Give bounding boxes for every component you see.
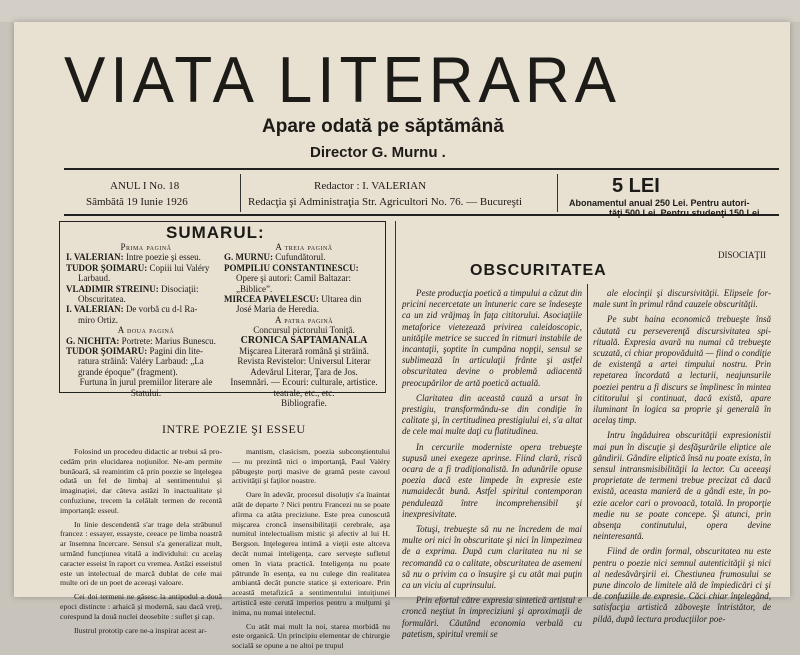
column-divider-2 <box>587 284 588 597</box>
sumarul-line: Opere şi autori: Camil Baltazar: <box>236 273 351 284</box>
paragraph: In linie descendentă s'ar trage dela străbunul francez : essayer, essayste, ceeace pe limba noastră ar însemna încercare. Sensul s'a generalizat mult, urmând funcţiunea vitală a individului: cu acelaş caracter esseist în raport cu vremea. Astăzi esseistul este un intelectual de marcă dublat de cele mai multe ori de un poet de aceeaşi valoare. <box>60 519 222 588</box>
sumarul-line: Furtuna în jurul premiilor literare ale <box>79 377 213 388</box>
column-divider <box>395 221 396 597</box>
sumarul-line: Larbaud. <box>78 273 111 284</box>
subscription-line-1: Abonamentul anual 250 Lei. Pentru autori- <box>569 198 750 208</box>
sumarul-line: Bibliografie. <box>281 398 327 409</box>
sumarul-line: Concursul pictorului Toniţă. <box>253 325 355 336</box>
sumarul-author: I. VALERIAN: <box>66 252 124 263</box>
sumarul-column-2 <box>224 242 384 409</box>
sumarul-entry <box>66 304 226 314</box>
paragraph: Folosind un procedeu didactic ar trebui să procedăm prin elucidarea noţiunilor. Ne-am permite bunăoară, să reamintim că prin poezie se înţelegea odată un fel de limbaj al sentimentului şi imaginaţiei, dar câteva astăzi în inactualitate şi confuziune, trecem la celălalt termen de recentă importanţă: esseul. <box>60 447 222 515</box>
sumarul-line: miro Ortiz. <box>78 314 118 325</box>
sumarul-entry <box>224 263 384 273</box>
editor-name: Redactor : I. VALERIAN <box>314 180 427 192</box>
sumarul-title: SUMARUL: <box>166 223 265 242</box>
issue-date: Sâmbătă 19 Iunie 1926 <box>86 196 188 208</box>
sumarul-entry-text: Disociaţii: <box>158 283 199 294</box>
sumarul-author: POMPILIU CONSTANTINESCU: <box>224 262 359 273</box>
sumarul-line: Statului. <box>130 387 162 398</box>
sumarul-entry <box>66 346 226 356</box>
sumarul-page-heading: A doua pagină <box>117 325 175 336</box>
paragraph: Prin efortul către expresia sintetică artistul e croncă neştiut în impreciziuni şi aproximaţii de formulări. Căutând economia verbală cu patetism, spiritul vremii se <box>402 595 582 639</box>
paragraph: Peste producţia poetică a timpului a căzut din pricini necercetate un întuneric care se îndeseşte ca un zid vrăjmaş în faţa cititorului. Asociaţiile metaforice vietezează privirea caleidoscopic, unităţile metrice se succed în ritmuri instabile de incantaţii, şoptite în cumpăna nopţii, sensul se sublimează în articulaţii frânte şi astfel obscuritatea devine o problemă adiacentă preocupărilor de artă poetică actuală. <box>402 288 582 388</box>
sumarul-entry-text: Ultarea din <box>318 294 362 305</box>
paragraph: Intru îngăduirea obscurităţii expresionistii mai pun în discuţie şi desfăşurările eliptice ale gândirii. Gândire eliptică însă nu poate exista, în sensul intransmisibilităţii la lector. Cu aceeaşi proprietate de termeni trebue precizat că dacă există, aceasta manieră de a gândi este, în poezie acelor cari o provoacă, totală. In proporţie medie nu se poate concepe. Şi atunci, prin absenţa continutului, opera devine neinteresantă. <box>593 430 771 542</box>
sumarul-author: MIRCEA PAVELESCU: <box>224 294 319 305</box>
newspaper-page <box>14 22 790 651</box>
sumarul-entry-text: Cufundătorul. <box>273 252 326 263</box>
paragraph: Ilustrul prototip care ne-a inspirat acest ar- <box>74 625 207 635</box>
sumarul-page-heading: A treia pagină <box>275 242 333 252</box>
article-title-obscuritatea: OBSCURITATEA <box>470 262 607 279</box>
background-edge <box>0 0 800 22</box>
price: 5 LEI <box>612 175 660 197</box>
obscuritatea-column-1 <box>402 288 582 644</box>
sumarul-line: Adevărul Literar, Ţara de Jos. <box>250 366 358 377</box>
paragraph: In cercurile moderniste opera trebueşte supusă unei exegeze aprinse. Fiind clară, riscă ocara de a fi tradiţionalistă. In adunările opuse poezia dacă este limpede în expresie este numaidecât bună. Astfel spiritul contemporan pendulează între incomprehensibil şi inexpresivitate. <box>402 441 582 519</box>
obscuritatea-column-2 <box>593 288 771 629</box>
sumarul-author: I. VALERIAN: <box>66 304 124 315</box>
sumarul-page-heading: A patra pagină <box>274 314 334 325</box>
subscription-line-2: tăţi 500 Lei. Pentru studenţi 150 Lei <box>609 208 760 218</box>
paragraph: Oare în adevăr, procesul disoluţiv s'a înaintat atât de departe ? Nici pentru Francezi nu se poate afirma ca atâta preciziune. Este prea cunoscută mişcarea croncă insensibilitaţii cerebrale, aşa numitul intelectualism mistic şi afectiv al lui H. Bergson. Inţelegerea intimă a vieţii este altceva decât numai inteligenţa, care serveşte sufletul omen în viata practică. Inteligenţa nu poate pătrunde în esenţa, ea nu culege din realitatea ambiantă decât puncte statice şi exterioare. Prin această metafizică a sentimentului intuiţiunei artistică este cerută imperios pentru a mulţumi şi inima, nu numai intelectul. <box>232 490 390 617</box>
intre-poezie-column-2 <box>232 447 390 655</box>
sumarul-author: TUDOR ŞOIMARU: <box>66 262 148 273</box>
sumarul-line: „Biblice”. <box>236 283 273 294</box>
paragraph: Cei doi termeni ne găsesc la antipodul a două epoci distincte : arhaică şi modernă, sau dacă vreţi, corespund la două nuclei deosebite : suflet şi cap. <box>60 592 222 621</box>
paragraph: Cu atât mai mult la noi, starea morbidă nu este organică. Un principiu elementar de chirurgie socială se opune a ne altoi pe trupul <box>232 621 390 651</box>
sumarul-line: ratura străină: Valéry Larbaud: „La <box>78 356 204 367</box>
masthead-director: Director G. Murnu . <box>310 144 446 161</box>
paragraph: Claritatea din această cauză a ursat în prestigiu, transformându-se din condiţie în calitate şi, în certitudinea prestigiului ei, s'a altat de cele mai multe daţi cu flatitudinea. <box>402 392 582 437</box>
sumarul-line: Mişcarea Literară română şi străină. <box>239 346 369 357</box>
sumarul-section-heading: CRONICA SAPTAMANALA <box>240 334 368 346</box>
sumarul-column-1 <box>66 242 226 398</box>
intre-poezie-column-1 <box>60 447 222 639</box>
paragraph: Pe subt haina economică trebueşte însă căutată cu perseverenţă discursivitatea spirituală. Expresia avară nu numai că trebueşte scuzată, ci chiar propovăduită — fiind o condiţie de existenţă a artei timpului nostru. Prin repetarea încordată a lecturii, neajunsurile poeziei pentru a fi discurs se împlinesc în mintea cititorului şi continuat, dacă există, apare iluminant în logica sa proprie şi generală în acelaş timp. <box>593 314 771 426</box>
sumarul-entry <box>66 336 226 346</box>
subscription-info <box>569 198 789 218</box>
sumarul-entry <box>66 252 226 262</box>
sumarul-entry-text: Intre poezie şi esseu. <box>123 252 201 263</box>
sumarul-entry <box>66 263 226 273</box>
sumarul-entry-text: Portrete: Marius Bunescu. <box>119 335 216 346</box>
rule-top <box>64 168 779 170</box>
sumarul-entry-text: Copiii lui Valéry <box>147 262 210 273</box>
sumarul-author: VLADIMIR STREINU: <box>66 283 159 294</box>
sumarul-page-heading: Prima pagină <box>120 242 172 252</box>
paragraph: Fiind de ordin formal, obscuritatea nu este pentru o poezie nici semnul autenticităţii şi nici al nedesăvârşirii ei. Chestiunea frumosului se pune dincolo de limitele ală de împiedicări ci şi de confuziile de expresie. Căci chiar înţelegând, satisfacţia artistică zăboveşte întristător, de pildă, după lectura producţiilor poe- <box>593 546 771 624</box>
sumarul-entry-text: De vorbă cu d-l Ra- <box>123 304 198 315</box>
sumarul-author: TUDOR ŞOIMARU: <box>66 346 148 357</box>
article-title-intre-poezie: INTRE POEZIE ŞI ESSEU <box>162 422 306 436</box>
sumarul-line: grande époque” (fragment). <box>78 366 178 377</box>
sumarul-entry <box>224 252 384 262</box>
info-divider-2 <box>557 174 558 212</box>
editorial-address: Redacţia şi Administraţia Str. Agricultori No. 76. — Bucureşti <box>248 196 523 208</box>
sumarul-line: Insemnări. — Ecouri: culturale, artistice. <box>230 377 378 388</box>
masthead-title: VIATA LITERARA <box>64 44 621 117</box>
sumarul-entry-text: Pagini din lite- <box>147 346 204 357</box>
sumarul-author: G. NICHITA: <box>66 335 120 346</box>
masthead-subtitle: Apare odată pe săptămână <box>262 116 504 137</box>
article-kicker: DISOCIAŢII <box>718 250 766 260</box>
issue-number: ANUL I No. 18 <box>110 180 180 192</box>
paragraph: Totuşi, trebueşte să nu ne încredem de mai multe ori nici în obscuritate şi nici în limpezimea de a exprima. După cum claritatea nu ni se recomandă ca o calitate, obscuritatea de asemeni să nu o privim ca o însuşire şi cu atât mai puţin ca un viciu al cuprinsului. <box>402 524 582 591</box>
sumarul-line: Revista Revistelor: Universul Literar <box>237 356 371 367</box>
paragraph: mantism, clasicism, poezia subconştientului — nu prezintă nici o importanţă, Paul Valéry păbugeşte porţi masive de gramă peste cavoul activităţii şi faţilor noastre. <box>232 447 390 486</box>
sumarul-line: Obscuritatea. <box>78 294 126 305</box>
sumarul-author: G. MURNU: <box>224 252 273 263</box>
sumarul-line: teatrale, etc., etc. <box>273 387 335 398</box>
sumarul-entry <box>224 294 384 304</box>
sumarul-entry <box>66 284 226 294</box>
info-divider <box>240 174 241 212</box>
sumarul-line: José Maria de Heredia. <box>236 304 319 315</box>
paragraph: ale elocinţii şi discursivităţii. Elipsele formale sunt în primul rând cauzele obscurităţii. <box>593 288 771 310</box>
